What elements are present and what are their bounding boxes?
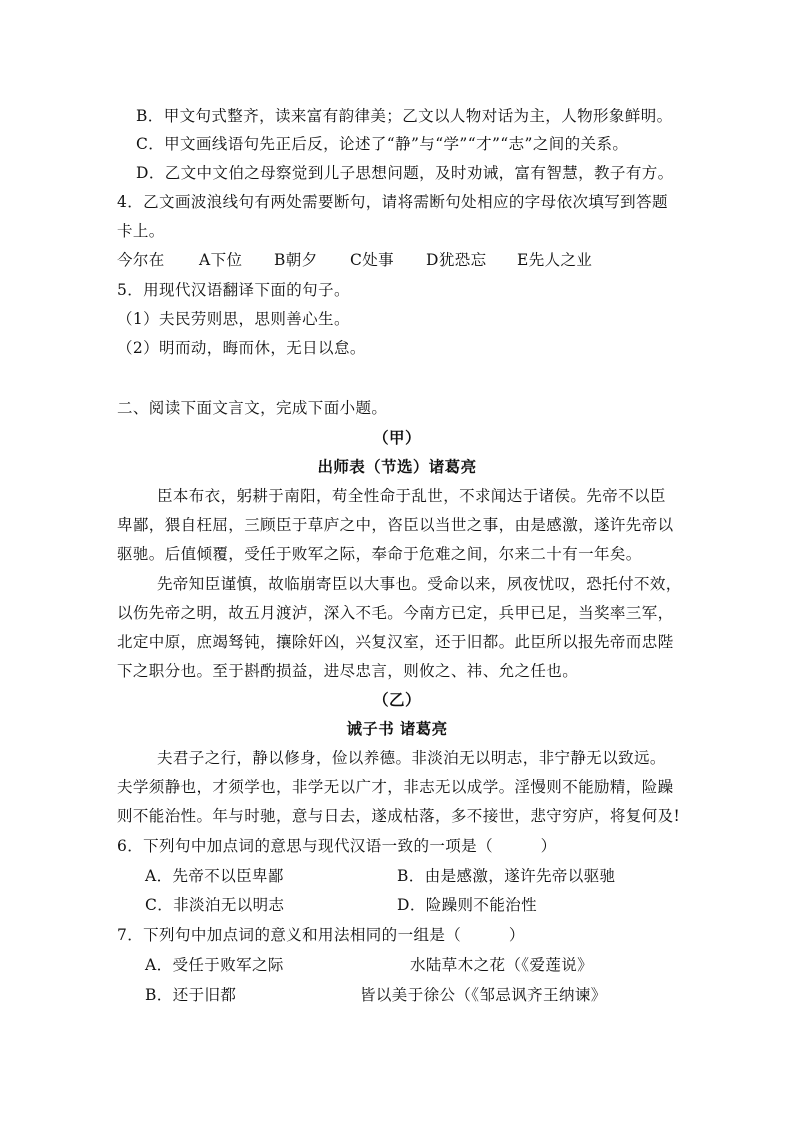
q4-stem-line-1: 4．乙文画波浪线句有两处需要断句，请将需断句处相应的字母依次填写到答题 — [117, 193, 668, 211]
q6-option-b: B．由是感激，遂许先帝以驱驰 — [397, 867, 616, 885]
passage-yi-title: 诫子书 诸葛亮 — [346, 719, 448, 738]
q4-segment-c: C处事 — [350, 251, 395, 269]
passage-yi-line-2: 夫学须静也，才须学也，非学无以广才，非志无以成学。淫慢则不能励精，险躁 — [117, 778, 674, 796]
passage-yi-line-3: 则不能治性。年与时驰，意与日去，遂成枯落，多不接世，悲守穷庐，将复何及! — [117, 807, 681, 825]
q6-stem: 6．下列句中加点词的意思与现代汉语一致的一项是（ ） — [117, 837, 557, 855]
q5-item-2: （2）明而动，晦而休，无日以怠。 — [117, 339, 366, 357]
q6-option-a: A．先帝不以臣卑鄙 — [145, 867, 284, 885]
q4-segment-e: E先人之业 — [517, 251, 593, 269]
passage-jia-title: 出师表（节选）诸葛亮 — [317, 457, 477, 476]
q4-text-start: 今尔在 — [117, 251, 165, 269]
passage-jia-line-2: 卑鄙，猥自枉屈，三顾臣于草庐之中，咨臣以当世之事，由是感激，遂许先帝以 — [117, 516, 674, 534]
q4-segment-d: D犹恐忘 — [426, 251, 487, 269]
q3-option-b: B．甲文句式整齐，读来富有韵律美；乙文以人物对话为主，人物形象鲜明。 — [136, 107, 673, 125]
passage-jia-line-7: 下之职分也。至于斟酌损益，进尽忠言，则攸之、祎、允之任也。 — [117, 662, 579, 680]
passage-jia-label: （甲） — [373, 428, 421, 447]
q5-stem: 5．用现代汉语翻译下面的句子。 — [117, 281, 350, 299]
passage-yi-label: （乙） — [373, 690, 421, 709]
section2-heading: 二、阅读下面文言文，完成下面小题。 — [117, 399, 388, 417]
q5-item-1: （1）夫民劳则思，思则善心生。 — [117, 310, 350, 328]
passage-jia-line-6: 北定中原，庶竭驽钝，攘除奸凶，兴复汉室，还于旧都。此臣所以报先帝而忠陛 — [117, 633, 674, 651]
q7-option-a-right: 水陆草木之花（《爱莲说》 — [410, 956, 594, 974]
q6-option-c: C．非淡泊无以明志 — [145, 896, 285, 914]
passage-jia-line-1: 臣本布衣，躬耕于南阳，苟全性命于乱世，不求闻达于诸侯。先帝不以臣 — [157, 487, 666, 505]
q7-option-b-right: 皆以美于徐公（《邹忌讽齐王纳谏》 — [360, 986, 607, 1004]
q3-option-c: C．甲文画线语句先正后反，论述了“静”与“学”“才”“志”之间的关系。 — [136, 135, 629, 153]
q3-option-d: D．乙文中文伯之母察觉到儿子思想问题，及时劝诫，富有智慧，教子有方。 — [136, 164, 674, 182]
passage-yi-line-1: 夫君子之行，静以修身，俭以养德。非淡泊无以明志，非宁静无以致远。 — [157, 749, 666, 767]
q6-option-d: D．险躁则不能治性 — [397, 896, 538, 914]
q7-option-a-left: A．受任于败军之际 — [145, 956, 284, 974]
passage-jia-line-5: 以伤先帝之明，故五月渡泸，深入不毛。今南方已定，兵甲已足，当奖率三军， — [117, 604, 674, 622]
q4-stem-line-2: 卡上。 — [117, 222, 165, 240]
q7-stem: 7．下列句中加点词的意义和用法相同的一组是（ ） — [117, 926, 525, 944]
passage-jia-line-4: 先帝知臣谨慎，故临崩寄臣以大事也。受命以来，夙夜忧叹，恐托付不效， — [157, 575, 682, 593]
passage-jia-line-3: 驱驰。后值倾覆，受任于败军之际，奉命于危难之间，尔来二十有一年矣。 — [117, 545, 642, 563]
q4-segment-a: A下位 — [199, 251, 243, 269]
q4-segment-b: B朝夕 — [274, 251, 318, 269]
q7-option-b-left: B．还于旧都 — [145, 986, 237, 1004]
q4-breakpoint-row — [117, 250, 717, 270]
